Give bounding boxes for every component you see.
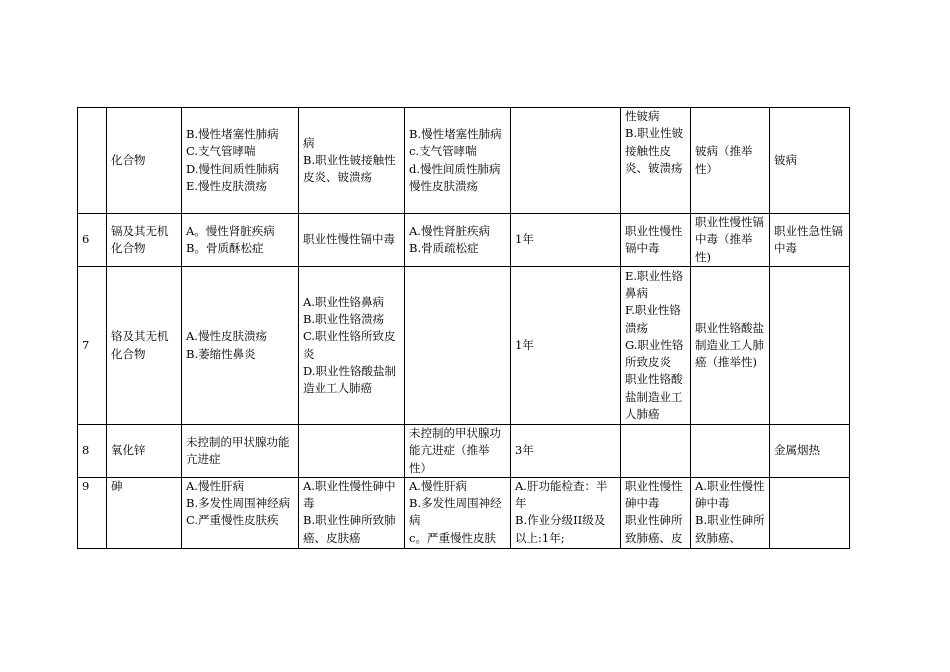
cell-col8 xyxy=(691,425,770,478)
cell-col7: 职业性慢性砷中毒 职业性砷所致肺癌、皮 xyxy=(621,477,691,548)
cell-col8: 职业性铬酸盐制造业工人肺癌（推举性) xyxy=(691,267,770,425)
cell-col7 xyxy=(621,425,691,478)
cell-col6: 1年 xyxy=(511,267,621,425)
cell-col3: A.慢性肝病 B.多发性周围神经病 C.严重慢性皮肤疾 xyxy=(182,477,299,548)
cell-number: 6 xyxy=(78,214,107,267)
cell-col6: A.肝功能检查：半年 B.作业分级II级及以上:1年; xyxy=(511,477,621,548)
cell-number xyxy=(78,108,107,214)
cell-hazard-name: 铬及其无机化合物 xyxy=(107,267,182,425)
cell-col5 xyxy=(405,267,511,425)
cell-col3: 未控制的甲状腺功能亢进症 xyxy=(182,425,299,478)
cell-col3: A。慢性肾脏疾病 B。骨质酥松症 xyxy=(182,214,299,267)
cell-col6 xyxy=(511,108,621,214)
cell-col4: 职业性慢性镉中毒 xyxy=(299,214,405,267)
cell-col5: B.慢性堵塞性肺病 c.支气管哮喘 d.慢性间质性肺病慢性皮肤溃疡 xyxy=(405,108,511,214)
cell-col9 xyxy=(770,477,850,548)
cell-col5: A.慢性肝病 B.多发性周围神经病 c。严重慢性皮肤 xyxy=(405,477,511,548)
cell-col9: 金属烟热 xyxy=(770,425,850,478)
cell-col7: 职业性慢性镉中毒 xyxy=(621,214,691,267)
cell-col3: A.慢性皮肤溃疡 B.萎缩性鼻炎 xyxy=(182,267,299,425)
cell-col4: 病 B.职业性铍接触性皮炎、铍溃疡 xyxy=(299,108,405,214)
table-row xyxy=(78,477,850,548)
cell-hazard-name: 砷 xyxy=(107,477,182,548)
occupational-disease-table xyxy=(77,107,850,549)
cell-col7: E.职业性铬鼻病 F.职业性铬溃疡 G.职业性铬所致皮炎 职业性铬酸盐制造业工人肺癌 xyxy=(621,267,691,425)
cell-col8: 职业性慢性镉中毒（推举性) xyxy=(691,214,770,267)
cell-col8: 铍病（推举性） xyxy=(691,108,770,214)
cell-col5: A.慢性肾脏疾病 B.骨质疏松症 xyxy=(405,214,511,267)
cell-col4: A.职业性铬鼻病 B.职业性铬溃疡 C.职业性铬所致皮炎 D.职业性铬酸盐制造业工人肺癌 xyxy=(299,267,405,425)
cell-col6: 1年 xyxy=(511,214,621,267)
cell-col9: 铍病 xyxy=(770,108,850,214)
cell-col9 xyxy=(770,267,850,425)
cell-hazard-name: 氧化锌 xyxy=(107,425,182,478)
cell-col5: 未控制的甲状腺功能亢进症（推举性） xyxy=(405,425,511,478)
cell-col6: 3年 xyxy=(511,425,621,478)
cell-hazard-name: 化合物 xyxy=(107,108,182,214)
cell-number: 7 xyxy=(78,267,107,425)
cell-col9: 职业性急性镉中毒 xyxy=(770,214,850,267)
cell-col4 xyxy=(299,425,405,478)
cell-col4: A.职业性慢性砷中毒 B.职业性砷所致肺癌、皮肤癌 xyxy=(299,477,405,548)
cell-col7: 性铍病 B.职业性铍接触性皮炎、铍溃疡 xyxy=(621,108,691,214)
cell-number: 8 xyxy=(78,425,107,478)
table-row xyxy=(78,108,850,214)
cell-number: 9 xyxy=(78,477,107,548)
table-row xyxy=(78,267,850,425)
table-row xyxy=(78,425,850,478)
table-row xyxy=(78,214,850,267)
cell-col8: A.职业性慢性砷中毒 B.职业性砷所致肺癌、 xyxy=(691,477,770,548)
cell-col3: B.慢性堵塞性肺病 C.支气管哮喘 D.慢性间质性肺病 E.慢性皮肤溃疡 xyxy=(182,108,299,214)
cell-hazard-name: 镉及其无机化合物 xyxy=(107,214,182,267)
